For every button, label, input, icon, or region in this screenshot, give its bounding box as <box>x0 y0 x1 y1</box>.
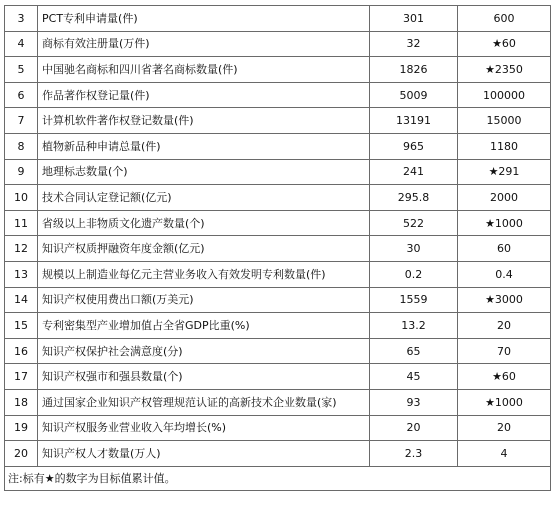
indicator-name: 知识产权保护社会满意度(分) <box>38 338 370 364</box>
indicator-name: 知识产权使用费出口额(万美元) <box>38 287 370 313</box>
row-number: 10 <box>5 185 38 211</box>
table-row <box>5 57 551 83</box>
row-number: 15 <box>5 313 38 339</box>
indicator-name: 知识产权人才数量(万人) <box>38 441 370 467</box>
current-value: 65 <box>370 338 458 364</box>
target-value: ★3000 <box>458 287 551 313</box>
row-number: 20 <box>5 441 38 467</box>
footnote: 注:标有★的数字为目标值累计值。 <box>5 466 551 490</box>
table-row <box>5 31 551 57</box>
indicator-name: 作品著作权登记量(件) <box>38 82 370 108</box>
table-row <box>5 287 551 313</box>
table-row <box>5 389 551 415</box>
current-value: 20 <box>370 415 458 441</box>
footnote-row <box>5 466 551 490</box>
indicator-name: 商标有效注册量(万件) <box>38 31 370 57</box>
current-value: 5009 <box>370 82 458 108</box>
target-value: 70 <box>458 338 551 364</box>
row-number: 18 <box>5 389 38 415</box>
target-value: 600 <box>458 6 551 32</box>
current-value: 30 <box>370 236 458 262</box>
row-number: 4 <box>5 31 38 57</box>
table-row <box>5 210 551 236</box>
row-number: 11 <box>5 210 38 236</box>
indicator-name: 中国驰名商标和四川省著名商标数量(件) <box>38 57 370 83</box>
current-value: 13191 <box>370 108 458 134</box>
row-number: 14 <box>5 287 38 313</box>
table-row <box>5 133 551 159</box>
target-value: 1180 <box>458 133 551 159</box>
target-value: ★1000 <box>458 389 551 415</box>
row-number: 3 <box>5 6 38 32</box>
current-value: 522 <box>370 210 458 236</box>
row-number: 19 <box>5 415 38 441</box>
row-number: 12 <box>5 236 38 262</box>
table-row <box>5 313 551 339</box>
indicator-name: 植物新品种申请总量(件) <box>38 133 370 159</box>
target-value: 60 <box>458 236 551 262</box>
indicator-name: 规模以上制造业每亿元主营业务收入有效发明专利数量(件) <box>38 261 370 287</box>
row-number: 13 <box>5 261 38 287</box>
indicator-name: 计算机软件著作权登记数量(件) <box>38 108 370 134</box>
current-value: 241 <box>370 159 458 185</box>
current-value: 93 <box>370 389 458 415</box>
indicator-table-body <box>5 6 551 467</box>
current-value: 1559 <box>370 287 458 313</box>
target-value: 20 <box>458 313 551 339</box>
target-value: 4 <box>458 441 551 467</box>
table-row <box>5 415 551 441</box>
target-value: 0.4 <box>458 261 551 287</box>
table-row <box>5 236 551 262</box>
indicator-name: 省级以上非物质文化遗产数量(个) <box>38 210 370 236</box>
current-value: 295.8 <box>370 185 458 211</box>
table-row <box>5 338 551 364</box>
current-value: 965 <box>370 133 458 159</box>
current-value: 1826 <box>370 57 458 83</box>
target-value: 15000 <box>458 108 551 134</box>
indicator-name: 地理标志数量(个) <box>38 159 370 185</box>
target-value: ★60 <box>458 31 551 57</box>
current-value: 45 <box>370 364 458 390</box>
table-row <box>5 6 551 32</box>
indicator-name: 专利密集型产业增加值占全省GDP比重(%) <box>38 313 370 339</box>
target-value: 2000 <box>458 185 551 211</box>
target-value: ★2350 <box>458 57 551 83</box>
indicator-name: 知识产权强市和强县数量(个) <box>38 364 370 390</box>
table-row <box>5 108 551 134</box>
target-value: 20 <box>458 415 551 441</box>
indicator-name: PCT专利申请量(件) <box>38 6 370 32</box>
indicator-table <box>4 5 551 491</box>
row-number: 17 <box>5 364 38 390</box>
indicator-name: 技术合同认定登记额(亿元) <box>38 185 370 211</box>
row-number: 6 <box>5 82 38 108</box>
row-number: 7 <box>5 108 38 134</box>
target-value: 100000 <box>458 82 551 108</box>
table-row <box>5 82 551 108</box>
target-value: ★60 <box>458 364 551 390</box>
indicator-name: 通过国家企业知识产权管理规范认证的高新技术企业数量(家) <box>38 389 370 415</box>
current-value: 2.3 <box>370 441 458 467</box>
row-number: 16 <box>5 338 38 364</box>
row-number: 8 <box>5 133 38 159</box>
current-value: 0.2 <box>370 261 458 287</box>
row-number: 5 <box>5 57 38 83</box>
row-number: 9 <box>5 159 38 185</box>
indicator-table-document <box>4 5 551 491</box>
table-row <box>5 159 551 185</box>
target-value: ★291 <box>458 159 551 185</box>
table-row <box>5 261 551 287</box>
table-row <box>5 364 551 390</box>
indicator-name: 知识产权服务业营业收入年均增长(%) <box>38 415 370 441</box>
current-value: 32 <box>370 31 458 57</box>
table-row <box>5 441 551 467</box>
table-row <box>5 185 551 211</box>
target-value: ★1000 <box>458 210 551 236</box>
indicator-name: 知识产权质押融资年度金额(亿元) <box>38 236 370 262</box>
current-value: 13.2 <box>370 313 458 339</box>
current-value: 301 <box>370 6 458 32</box>
